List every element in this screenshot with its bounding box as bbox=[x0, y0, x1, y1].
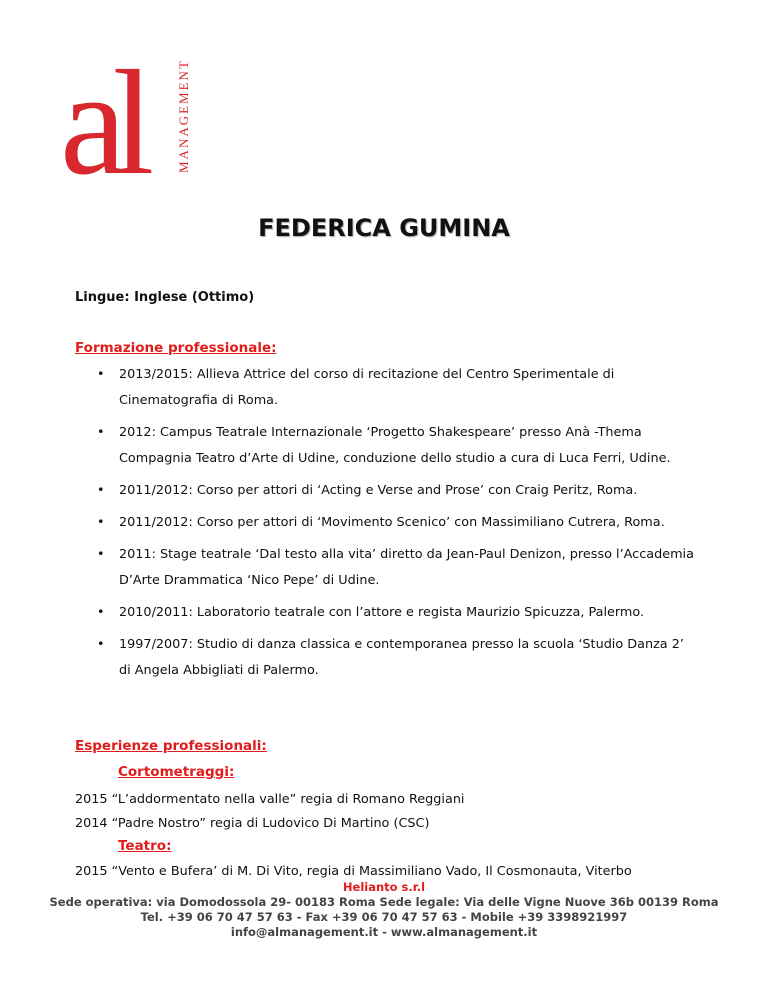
footer-company: Helianto s.r.l bbox=[342, 880, 426, 894]
formazione-title: Formazione professionale: bbox=[75, 340, 277, 356]
bullet-icon: • bbox=[97, 425, 105, 440]
list-item: • 2013/2015: Allieva Attrice del corso di recitazione del Centro Sperimentale di Cinematografia di Roma. bbox=[97, 362, 697, 414]
bullet-icon: • bbox=[97, 483, 105, 498]
logo-letters: al bbox=[60, 40, 141, 206]
footer-phones: Tel. +39 06 70 47 57 63 - Fax +39 06 70 47 57 63 - Mobile +39 3398921997 bbox=[140, 910, 628, 924]
person-name: FEDERICA GUMINA bbox=[258, 214, 510, 242]
list-item: • 1997/2007: Studio di danza classica e contemporanea presso la scuola ‘Studio Danza 2’ di Angela Abbigliati di Palermo. bbox=[97, 632, 697, 684]
list-item: • 2011/2012: Corso per attori di ‘Acting e Verse and Prose’ con Craig Peritz, Roma. bbox=[97, 478, 697, 504]
formazione-list bbox=[97, 362, 697, 690]
bullet-icon: • bbox=[97, 367, 105, 382]
languages-line: Lingue: Inglese (Ottimo) bbox=[75, 290, 255, 305]
work-item: 2015 “L’addormentato nella valle” regia di Romano Reggiani bbox=[75, 792, 465, 807]
list-item: • 2011: Stage teatrale ‘Dal testo alla vita’ diretto da Jean-Paul Denizon, presso l’Accademia D’Arte Drammatica ‘Nico Pepe’ di Udine. bbox=[97, 542, 697, 594]
logo-management-text: MANAGEMENT bbox=[176, 59, 191, 173]
footer bbox=[0, 880, 768, 940]
bullet-icon: • bbox=[97, 637, 105, 652]
esperienze-title: Esperienze professionali: bbox=[75, 738, 267, 754]
cortometraggi-title: Cortometraggi: bbox=[118, 764, 235, 780]
bullet-icon: • bbox=[97, 515, 105, 530]
footer-address: Sede operativa: via Domodossola 29- 00183 Roma Sede legale: Via delle Vigne Nuove 36b 00139 Roma bbox=[49, 895, 719, 909]
work-item: 2014 “Padre Nostro” regia di Ludovico Di Martino (CSC) bbox=[75, 816, 430, 831]
footer-contacts: info@almanagement.it - www.almanagement.it bbox=[230, 925, 538, 939]
bullet-icon: • bbox=[97, 605, 105, 620]
list-item: • 2012: Campus Teatrale Internazionale ‘Progetto Shakespeare’ presso Anà -Thema Compagnia Teatro d’Arte di Udine, conduzione dello studio a cura di Luca Ferri, Udine. bbox=[97, 420, 697, 472]
list-item: • 2010/2011: Laboratorio teatrale con l’attore e regista Maurizio Spicuzza, Palermo. bbox=[97, 600, 697, 626]
list-item: • 2011/2012: Corso per attori di ‘Movimento Scenico’ con Massimiliano Cutrera, Roma. bbox=[97, 510, 697, 536]
bullet-icon: • bbox=[97, 547, 105, 562]
work-item: 2015 “Vento e Bufera’ di M. Di Vito, regia di Massimiliano Vado, Il Cosmonauta, Viterbo bbox=[75, 864, 632, 879]
teatro-title: Teatro: bbox=[118, 838, 172, 854]
